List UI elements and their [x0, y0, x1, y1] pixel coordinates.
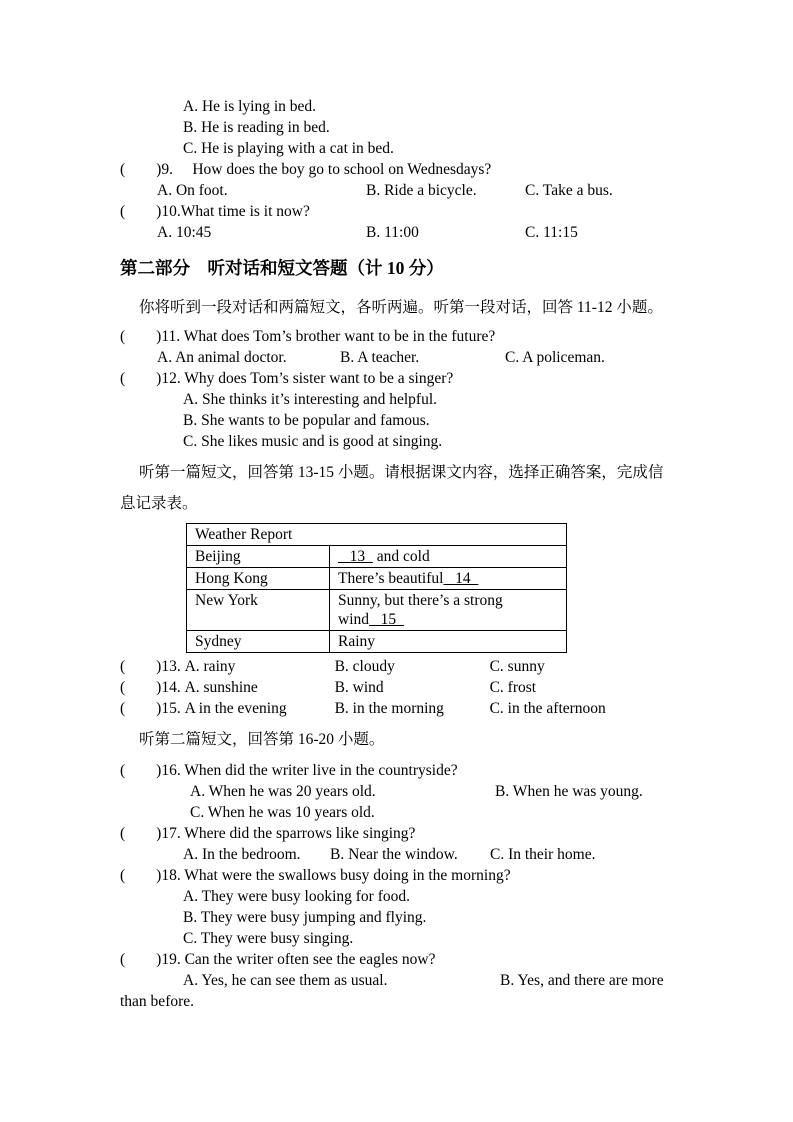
q13-option-c: C. sunny — [489, 658, 545, 675]
part2-intro: 你将听到一段对话和两篇短文，各听两遍。听第一段对话，回答 11-12 小题。 — [139, 299, 663, 316]
q9-option-b: B. Ride a bicycle. — [366, 182, 477, 199]
q11-options — [120, 347, 733, 368]
q18-option-b: B. They were busy jumping and flying. — [183, 909, 427, 926]
desc-text: There’s beautiful — [338, 570, 444, 587]
q11-option-c: C. A policeman. — [505, 349, 605, 366]
q17-option-a: A. In the bedroom. — [183, 846, 301, 863]
q19-option-b: B. Yes, and there are more — [500, 972, 664, 989]
desc-cell — [330, 590, 567, 631]
q15-option-a: A in the evening — [184, 700, 287, 717]
weather-report-table — [186, 523, 567, 653]
q14-line — [120, 677, 733, 698]
table-row-newyork — [187, 590, 567, 631]
q10-option-b: B. 11:00 — [366, 224, 419, 241]
answer-blank-15: 15 — [380, 611, 397, 628]
answer-blank-13: 13 — [349, 548, 366, 565]
q14-option-b: B. wind — [334, 679, 384, 696]
q12-option-a: A. She thinks it’s interesting and helpful. — [183, 391, 438, 408]
q16-option-c: C. When he was 10 years old. — [190, 804, 375, 821]
part2-heading: 第二部分 听对话和短文答题（计 10 分） — [120, 258, 444, 278]
q12-option-c: C. She likes music and is good at singing. — [183, 433, 443, 450]
table-title-row — [187, 524, 567, 546]
q10-stem: ( )10.What time is it now? — [120, 203, 310, 220]
q10-options — [120, 222, 733, 243]
desc-cell — [330, 568, 567, 590]
q13-line — [120, 656, 733, 677]
q19-options — [120, 970, 733, 991]
q15-option-c: C. in the afternoon — [489, 700, 606, 717]
q13-prefix: ( )13. — [120, 658, 185, 675]
city-cell: Hong Kong — [187, 568, 330, 590]
q11-option-b: B. A teacher. — [340, 349, 420, 366]
q17-option-c: C. In their home. — [490, 846, 596, 863]
answer-blank-14: 14 — [455, 570, 471, 587]
table-row-hongkong — [187, 568, 567, 590]
q16-options-ab — [120, 781, 733, 802]
q11-stem: ( )11. What does Tom’s brother want to be in the future? — [120, 328, 496, 345]
q14-option-a: A. sunshine — [184, 679, 258, 696]
q14-option-c: C. frost — [489, 679, 537, 696]
q19-option-b-continuation: than before. — [120, 993, 195, 1010]
q16-option-a: A. When he was 20 years old. — [190, 783, 376, 800]
desc-text: and cold — [372, 548, 430, 565]
q15-option-b: B. in the morning — [334, 700, 444, 717]
q8-option-b: B. He is reading in bed. — [183, 119, 330, 136]
city-cell: New York — [187, 590, 330, 631]
desc-cell: Rainy — [330, 631, 567, 653]
q8-option-c: C. He is playing with a cat in bed. — [183, 140, 394, 157]
q12-stem: ( )12. Why does Tom’s sister want to be a singer? — [120, 370, 454, 387]
q18-option-c: C. They were busy singing. — [183, 930, 354, 947]
q9-stem: ( )9. How does the boy go to school on Wednesdays? — [120, 161, 492, 178]
desc-cell — [330, 546, 567, 568]
passage1-intro-line1: 听第一篇短文，回答第 13-15 小题。请根据课文内容，选择正确答案，完成信 — [139, 464, 664, 481]
q18-stem: ( )18. What were the swallows busy doing in the morning? — [120, 867, 511, 884]
passage1-intro-line2: 息记录表。 — [120, 495, 198, 512]
q15-line — [120, 698, 733, 719]
q13-option-a: A. rainy — [184, 658, 236, 675]
q11-option-a: A. An animal doctor. — [157, 349, 287, 366]
q10-option-a: A. 10:45 — [157, 224, 212, 241]
passage2-intro: 听第二篇短文，回答第 16-20 小题。 — [139, 731, 385, 748]
q12-option-b: B. She wants to be popular and famous. — [183, 412, 430, 429]
q16-option-b: B. When he was young. — [495, 783, 643, 800]
q8-option-a: A. He is lying in bed. — [183, 98, 317, 115]
q14-prefix: ( )14. — [120, 679, 185, 696]
q18-option-a: A. They were busy looking for food. — [183, 888, 411, 905]
q19-option-a: A. Yes, he can see them as usual. — [183, 972, 388, 989]
q17-option-b: B. Near the window. — [330, 846, 458, 863]
weather-table-title: Weather Report — [187, 524, 567, 546]
desc-text: Sunny, but there’s a strong wind — [338, 592, 503, 628]
table-row-beijing — [187, 546, 567, 568]
q17-options — [120, 844, 733, 865]
q17-stem: ( )17. Where did the sparrows like singing? — [120, 825, 416, 842]
q13-option-b: B. cloudy — [334, 658, 395, 675]
q10-option-c: C. 11:15 — [525, 224, 578, 241]
city-cell: Sydney — [187, 631, 330, 653]
q15-prefix: ( )15. — [120, 700, 185, 717]
table-row-sydney — [187, 631, 567, 653]
q9-option-c: C. Take a bus. — [525, 182, 613, 199]
q9-option-a: A. On foot. — [157, 182, 228, 199]
q19-stem: ( )19. Can the writer often see the eagles now? — [120, 951, 436, 968]
city-cell: Beijing — [187, 546, 330, 568]
q16-stem: ( )16. When did the writer live in the countryside? — [120, 762, 458, 779]
q9-options — [120, 180, 733, 201]
